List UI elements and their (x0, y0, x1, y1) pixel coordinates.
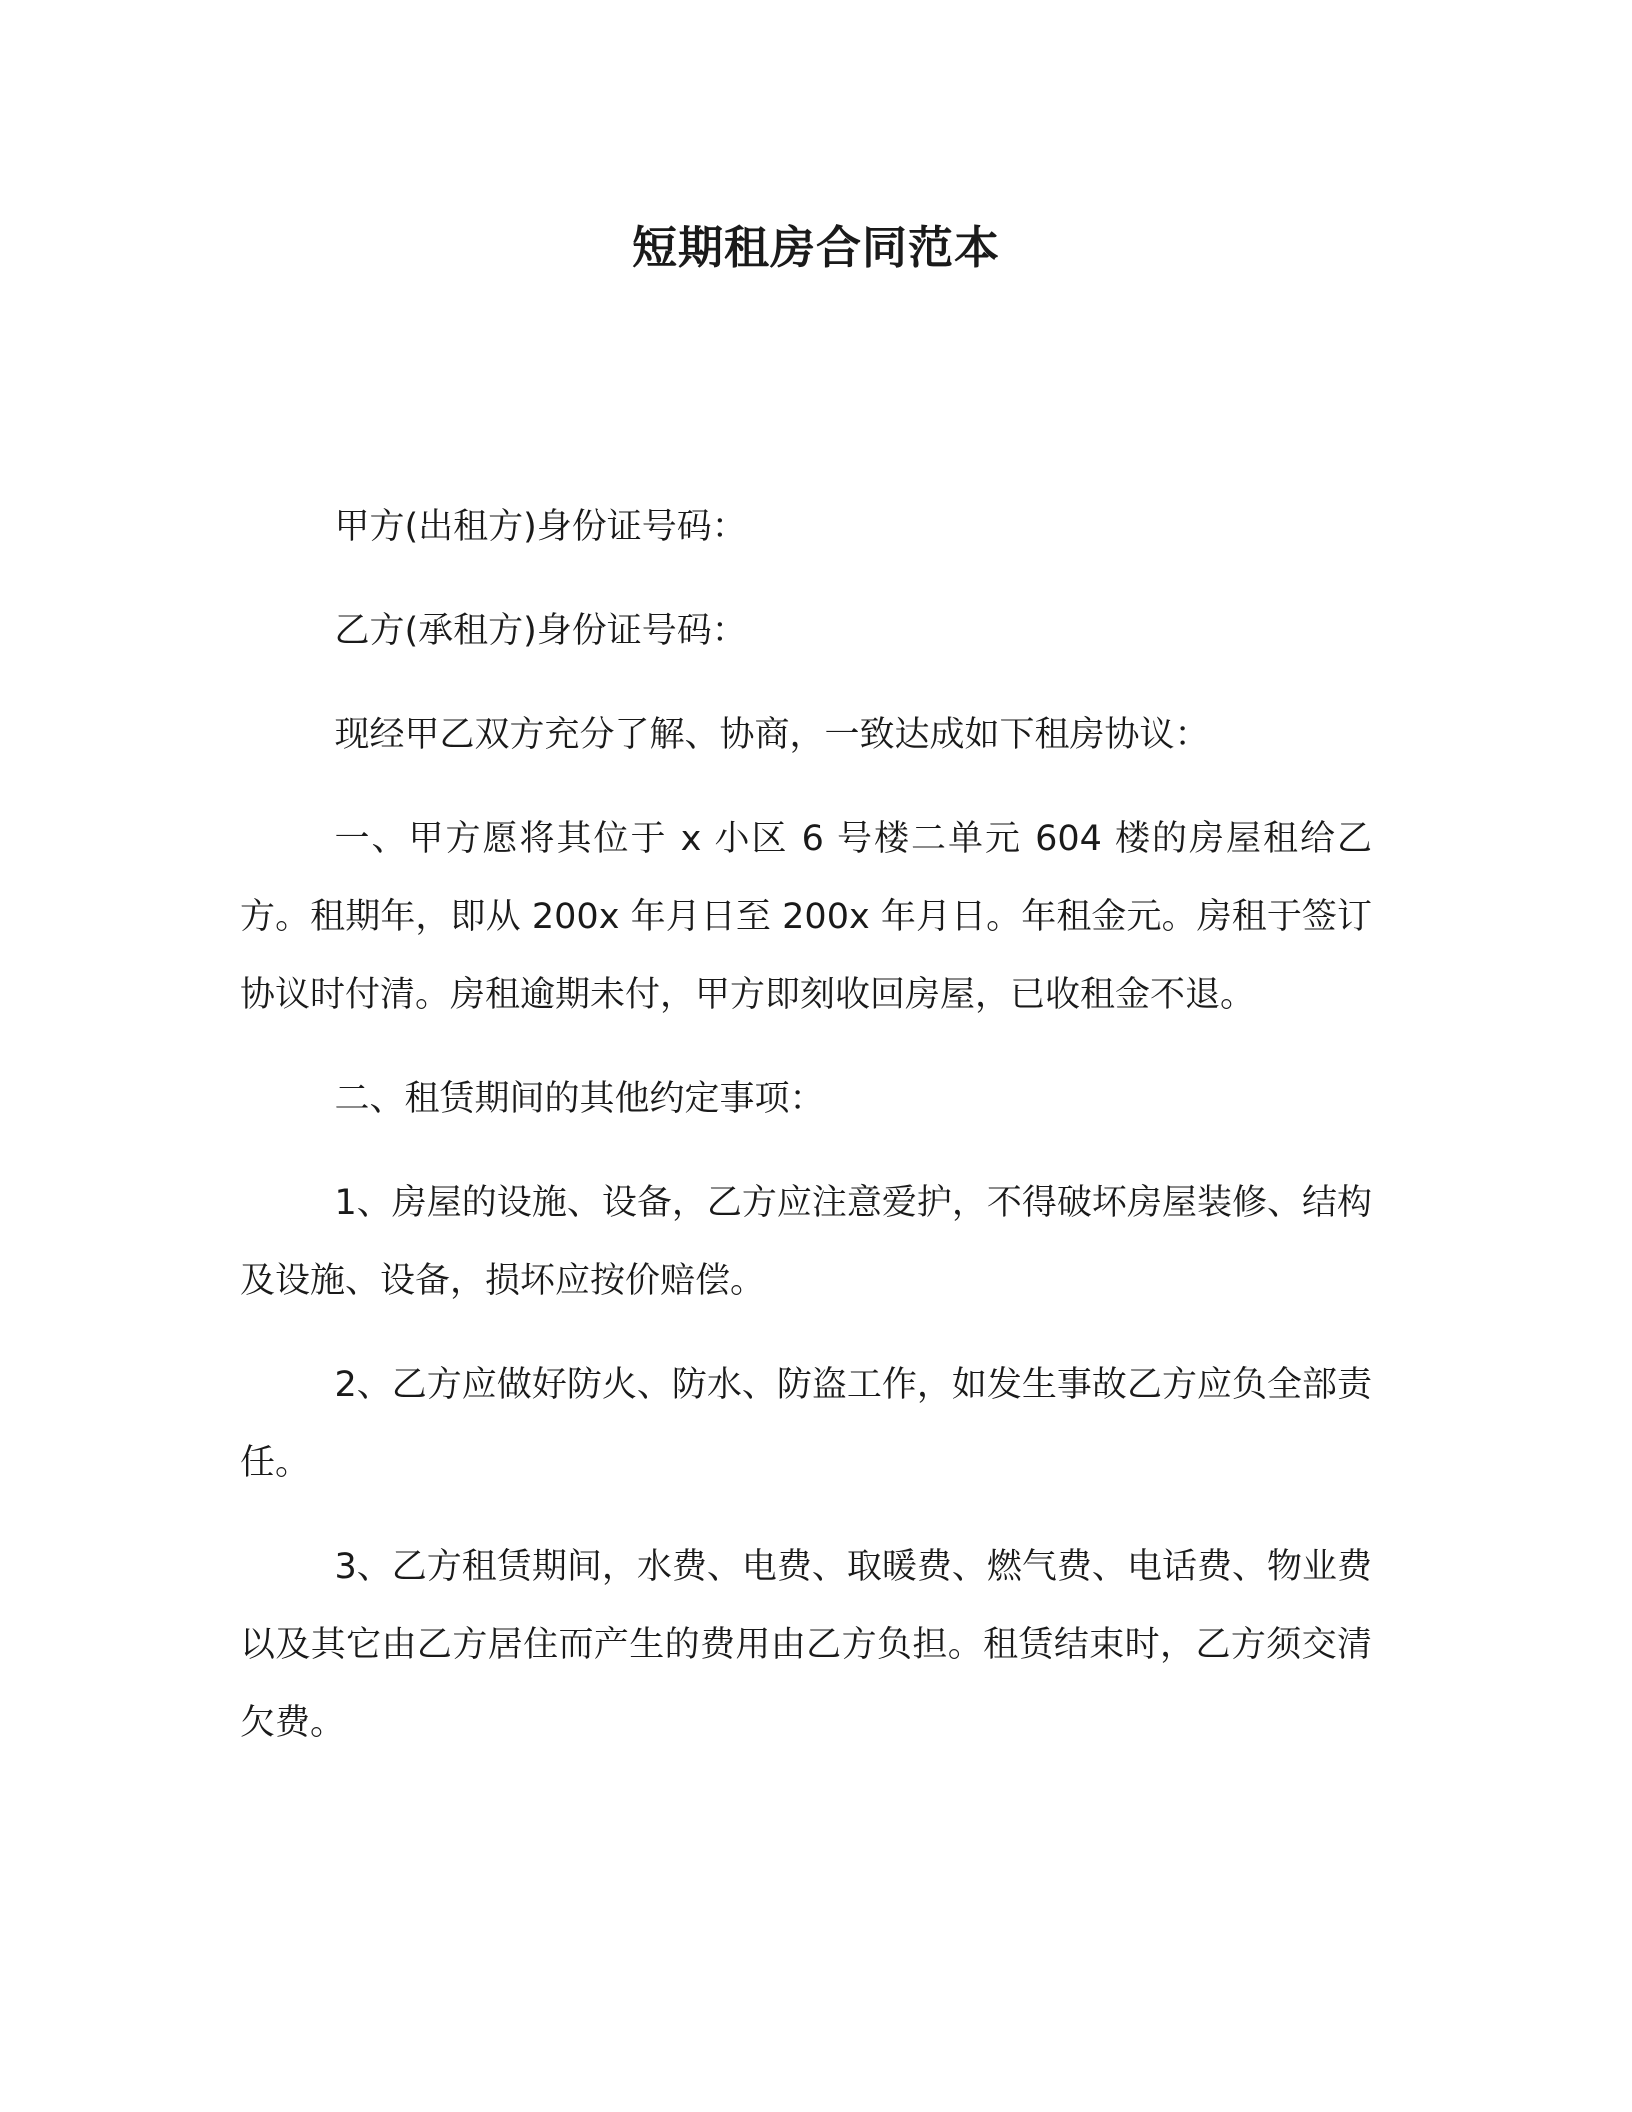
paragraph-agreement-intro: 现经甲乙双方充分了解、协商，一致达成如下租房协议： (334, 715, 1210, 755)
paragraph-clause-2-heading: 二、租赁期间的其他约定事项： (334, 1079, 825, 1119)
paragraph-clause-1: 一、甲方愿将其位于 x 小区 6 号楼二单元 604 楼的房屋租给乙方。租期年，即从 200x 年月日至 200x 年月日。年租金元。房租于签订协议时付清。房租逾期未付，甲方即刻收回房屋，已收租金不退。 (240, 819, 1372, 1015)
paragraph-item-1: 1、房屋的设施、设备，乙方应注意爱护，不得破坏房屋装修、结构及设施、设备，损坏应按价赔偿。 (240, 1183, 1372, 1301)
paragraph-item-3: 3、乙方租赁期间，水费、电费、取暖费、燃气费、电话费、物业费以及其它由乙方居住而产生的费用由乙方负担。租赁结束时，乙方须交清欠费。 (240, 1547, 1372, 1743)
paragraph-party-a-id: 甲方(出租方)身份证号码： (334, 507, 747, 547)
document-title: 短期租房合同范本 (631, 221, 1000, 274)
document-body (240, 488, 1372, 1788)
paragraph-item-2: 2、乙方应做好防火、防水、防盗工作，如发生事故乙方应负全部责任。 (240, 1365, 1372, 1483)
paragraph-party-b-id: 乙方(承租方)身份证号码： (334, 611, 747, 651)
